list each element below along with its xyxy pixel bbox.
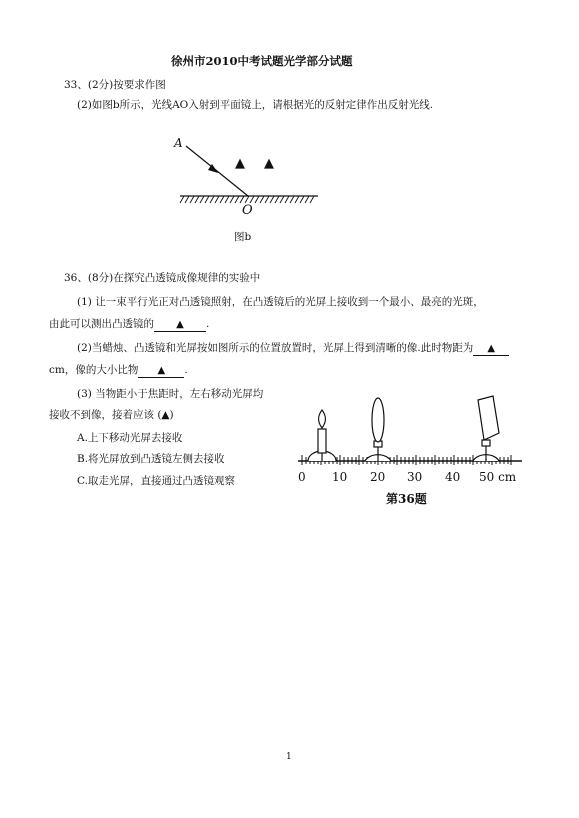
answer-blank-distance[interactable]: ▲: [473, 343, 509, 356]
page-number: 1: [286, 752, 292, 762]
q36-p2-text: (2)当蜡烛、凸透镜和光屏按如图所示的位置放置时，光屏上得到清晰的像.此时物距为: [77, 342, 474, 354]
q36-p3-line2: 接收不到像，接着应该 (▲): [49, 409, 174, 421]
q36-p3-line1: (3) 当物距小于焦距时，左右移动光屏均: [77, 388, 264, 400]
page-title: 徐州市2010中考试题光学部分试题: [171, 54, 353, 68]
tick-label-40: 40: [445, 470, 461, 484]
option-a[interactable]: A.上下移动光屏去接收: [77, 432, 183, 444]
tick-label-0: 0: [298, 470, 306, 484]
answer-blank-focal[interactable]: ▲: [154, 319, 206, 332]
tick-label-20: 20: [370, 470, 386, 484]
light-screen: [473, 396, 499, 461]
figure-b-caption: 图b: [234, 231, 252, 243]
tick-label-10: 10: [332, 470, 348, 484]
tick-label-30: 30: [407, 470, 423, 484]
q36-p1-text: 由此可以测出凸透镜的: [49, 318, 154, 330]
figure-36-caption: 第36题: [386, 492, 427, 506]
q36-p1-line1: (1) 让一束平行光正对凸透镜照射，在凸透镜后的光屏上接收到一个最小、最亮的光斑，: [77, 296, 484, 308]
answer-mark-1: ▲: [235, 156, 245, 171]
option-b[interactable]: B.将光屏放到凸透镜左侧去接收: [77, 453, 225, 465]
q36-p2-text2: cm，像的大小比物: [49, 364, 139, 376]
q36-p1-end: .: [206, 318, 210, 330]
q33-stem: 33、(2分)按要求作图: [64, 79, 166, 91]
label-a: A: [174, 136, 183, 150]
convex-lens: [365, 398, 391, 461]
label-o: O: [242, 203, 253, 218]
option-c[interactable]: C.取走光屏，直接通过凸透镜观察: [77, 475, 235, 487]
tick-label-50: 50 cm: [479, 470, 517, 484]
candle: [308, 410, 336, 461]
q36-p2-end: .: [184, 364, 188, 376]
q36-stem: 36、(8分)在探究凸透镜成像规律的实验中: [64, 272, 261, 284]
answer-mark-2: ▲: [264, 156, 274, 171]
q33-part2: (2)如图b所示，光线AO入射到平面镜上，请根据光的反射定律作出反射光线.: [77, 99, 434, 111]
answer-blank-size[interactable]: ▲: [138, 365, 184, 378]
